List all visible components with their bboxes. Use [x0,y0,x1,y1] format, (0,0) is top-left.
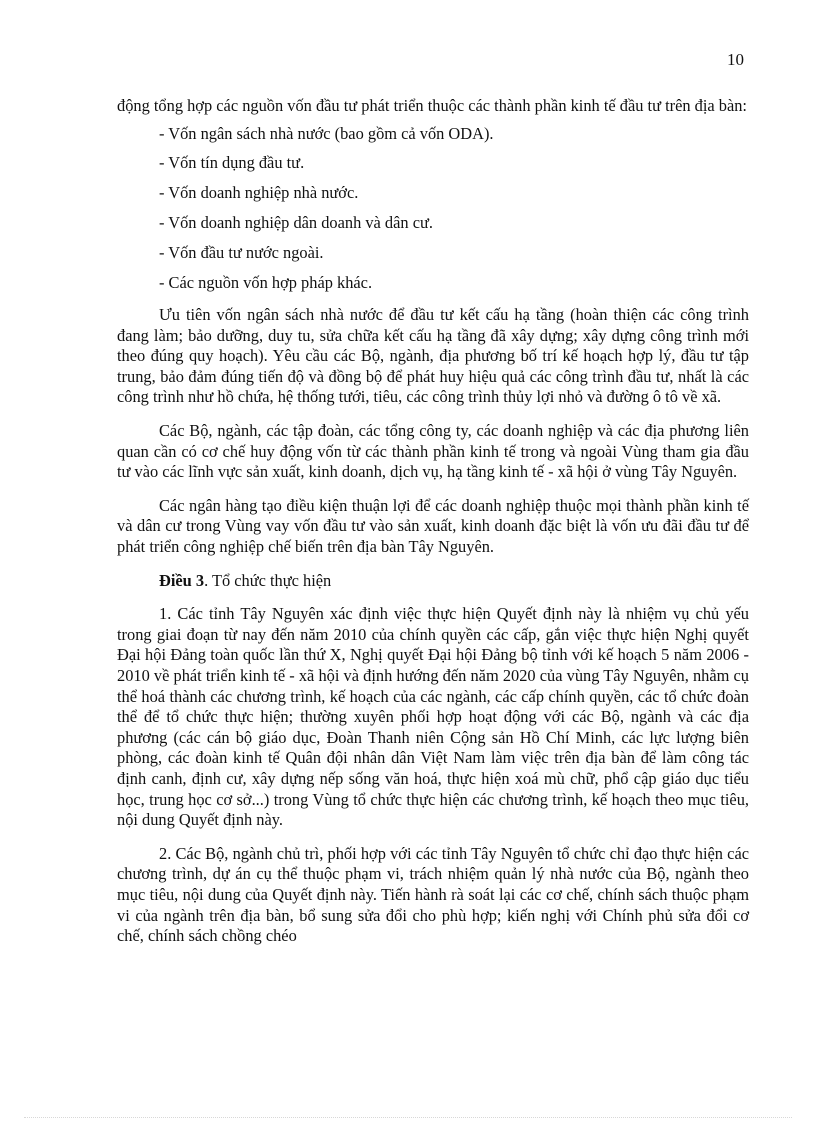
list-item: - Vốn doanh nghiệp nhà nước. [159,183,359,203]
list-item: - Vốn đầu tư nước ngoài. [159,242,324,262]
list-item: - Vốn tín dụng đầu tư. [159,153,305,173]
list-item: - Vốn doanh nghiệp dân doanh và dân cư. [159,212,433,232]
article-label: Điều 3 [159,570,205,590]
list-item: - Vốn ngân sách nhà nước (bao gồm cả vốn ODA). [159,123,494,143]
list-item: - Các nguồn vốn hợp pháp khác. [159,272,373,292]
article-title: . Tổ chức thực hiện [204,570,332,590]
implementation-item-1: 1. Các tỉnh Tây Nguyên xác định việc thực hiện Quyết định này là nhiệm vụ chủ yếu trong giai đoạn từ nay đến năm 2010 của chính quyền các cấp, gắn việc thực hiện Nghị quyết Đại hội Đảng toàn quốc lần thứ X, Nghị quyết Đại hội Đảng bộ tỉnh với kế hoạch 5 năm 2006 - 2010 về phát triển kinh tế - xã hội và định hướng đến năm 2020 của vùng Tây Nguyên, nhằm cụ thể hoá thành các chương trình, kế hoạch của các ngành, các cấp chính quyền, các tổ chức đoàn thể để tổ chức thực hiện; thường xuyên phối hợp hoạt động với các Bộ, ngành và các địa phương (các cán bộ giáo dục, Đoàn Thanh niên Cộng sản Hồ Chí Minh, các lực lượng biên phòng, các đoàn kinh tế Quân đội nhân dân Việt Nam làm việc trên địa bàn để làm công tác định canh, định cư, xây dựng nếp sống văn hoá, thực hiện xoá mù chữ, phổ cập giáo dục tiểu học, trung học cơ sở...) trong Vùng tổ chức thực hiện các chương trình, kế hoạch theo mục tiêu, nội dung Quyết định này. [117,604,749,830]
document-body [117,96,749,947]
intro-paragraph: động tổng hợp các nguồn vốn đầu tư phát triển thuộc các thành phần kinh tế đầu tư trên địa bàn: [117,96,747,115]
page-number: 10 [727,50,744,69]
capital-sources-list [117,124,749,294]
article-heading [117,571,749,592]
banks-paragraph: Các ngân hàng tạo điều kiện thuận lợi để các doanh nghiệp thuộc mọi thành phần kinh tế và dân cư trong Vùng vay vốn đầu tư vào sản xuất, kinh doanh đặc biệt là vốn ưu đãi đầu tư để phát triển công nghiệp chế biến trên địa bàn Tây Nguyên. [117,495,749,557]
ministries-paragraph: Các Bộ, ngành, các tập đoàn, các tổng công ty, các doanh nghiệp và các địa phương liên quan cần có cơ chế huy động vốn từ các thành phần kinh tế trong và ngoài Vùng tham gia đầu tư vào các lĩnh vực sản xuất, kinh doanh, dịch vụ, hạ tầng kinh tế - xã hội ở vùng Tây Nguyên. [117,421,749,482]
page-bottom-rule [24,1117,792,1118]
priority-paragraph: Ưu tiên vốn ngân sách nhà nước để đầu tư kết cấu hạ tầng (hoàn thiện các công trình đang làm; bảo dưỡng, duy tu, sửa chữa kết cấu hạ tầng đã xây dựng; xây dựng công trình mới theo đúng quy hoạch). Yêu cầu các Bộ, ngành, địa phương bố trí kế hoạch hợp lý, đầu tư tập trung, bảo đảm đúng tiến độ và đồng bộ để phát huy hiệu quả các công trình đầu tư, nhất là các công trình như hồ chứa, hệ thống tưới, tiêu, các công trình thủy lợi nhỏ và đường ô tô về xã. [117,305,749,407]
implementation-item-2: 2. Các Bộ, ngành chủ trì, phối hợp với các tỉnh Tây Nguyên tổ chức chỉ đạo thực hiện các chương trình, dự án cụ thể thuộc phạm vi, trách nhiệm quản lý nhà nước của Bộ, ngành theo mục tiêu, nội dung của Quyết định này. Tiến hành rà soát lại các cơ chế, chính sách thuộc phạm vi của ngành trên địa bàn, bổ sung sửa đổi cho phù hợp; kiến nghị với Chính phủ sửa đổi cơ chế, chính sách chồng chéo [117,843,749,946]
